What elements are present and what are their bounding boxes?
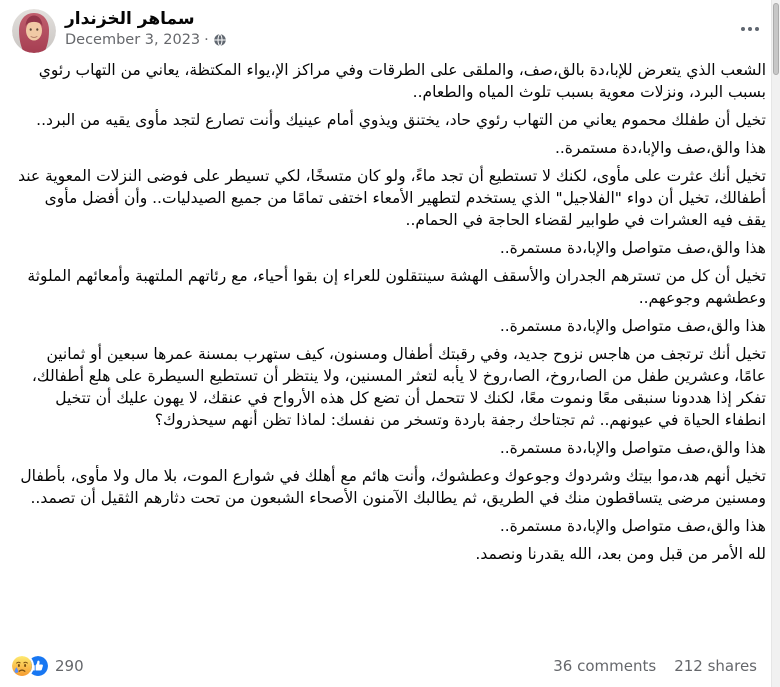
ellipsis-dot [741,27,745,31]
reaction-count: 290 [55,657,84,675]
scrollbar-thumb[interactable] [773,3,779,75]
avatar-image [12,9,56,53]
ellipsis-dot [755,27,759,31]
post-date-row [65,32,737,48]
post-paragraph: هذا والق،صف متواصل والإبا،دة مستمرة.. [499,317,766,335]
scrollbar-track[interactable] [771,0,780,687]
post-paragraph: تخيل أن طفلك محموم يعاني من التهاب رئوي حاد، يختنق ويذوي أمام عينيك وأنت تصارع لتجد مأوى يقيه من البرد.. [36,111,766,129]
post-paragraph: تخيل أن كل من تسترهم الجدران والأسقف الهشة سينتقلون للعراء إن بقوا أحياء، مع رئاتهم الملتهبة وأمعائهم الملوثة وعطشهم وجوعهم.. [27,267,766,307]
post-paragraph: تخيل أنهم هد،موا بيتك وشردوك وجوعوك وعطشوك، وأنت هائم مع أهلك في شوارع الموت، بلا مال ولا مأوى، بأطفال ومسنين مرضى يتساقطون منك في الطريق، ثم يطالبك الآمنون الأصحاء الشبعون من تحت دثارهم الثقيل أن تصمد.. [20,467,766,507]
reaction-summary[interactable] [12,656,84,676]
post-footer [0,651,771,687]
header-meta [65,9,737,48]
sad-reaction-icon [12,656,32,676]
post-paragraph: هذا والق،صف متواصل والإبا،دة مستمرة.. [499,239,766,257]
post-paragraph: لله الأمر من قبل ومن بعد، الله يقدرنا ونصمد. [475,545,766,563]
shares-count[interactable]: 212 shares [674,657,757,675]
avatar[interactable] [12,9,56,53]
author-name[interactable]: سماهر الخزندار [65,9,195,29]
post-paragraph: هذا والق،صف متواصل والإبا،دة مستمرة.. [499,517,766,535]
post-paragraph: تخيل أنك عثرت على مأوى، لكنك لا تستطيع أن تجد ماءً، ولو كان متسخًا، لكي تسيطر على فوضى النزلات المعوية عند أطفالك، تخيل أن دواء "الفلاجيل" الذي يستخدم لتطهير الأمعاء اختفى تمامًا من جميع الصيدليات.. وأن أفضل مأوى يقف فيه العشرات في طوابير لقضاء الحاجة في الحمام.. [18,167,766,229]
comments-count[interactable]: 36 comments [553,657,657,675]
post-paragraph: هذا والق،صف متواصل والإبا،دة مستمرة.. [499,439,766,457]
post-date[interactable]: December 3, 2023 [65,32,201,49]
engagement-links [553,657,757,675]
post-options-button[interactable] [737,21,763,37]
post-paragraph: هذا والق،صف والإبا،دة مستمرة.. [554,139,766,157]
post-text [0,57,780,647]
post-paragraph: الشعب الذي يتعرض للإبا،دة بالق،صف، والملقى على الطرقات وفي مراكز الإ،يواء المكتظة، يعاني من التهاب رئوي بسبب البرد، ونزلات معوية بسبب تلوث المياه والطعام.. [38,61,766,101]
date-separator: · [204,32,209,49]
post-header [0,0,780,57]
ellipsis-dot [748,27,752,31]
globe-public-icon [213,33,227,47]
post-paragraph: تخيل أنك ترتجف من هاجس نزوح جديد، وفي رقبتك أطفال ومسنون، كيف ستهرب بمسنة عمرها سبعين أو ثمانين عامًا، وعشرين طفل من الصا،روخ، الصا،روخ لا يأبه لتعثر المسنين، ولا ينتظر أن تستطيع السيطرة على هلع أطفالك، تفكر إذا هددونا سنبقى معًا ونموت معًا، لكنك لا تتحمل أن تضع كل هذه الأرواح في عنقك، لا يهون عليك أن تتخيل انطفاء الحياة في عيونهم.. ثم تجتاحك رجفة باردة وتسخر من نفسك: لماذا تظن أنهم سيحذروك؟ [31,345,766,429]
